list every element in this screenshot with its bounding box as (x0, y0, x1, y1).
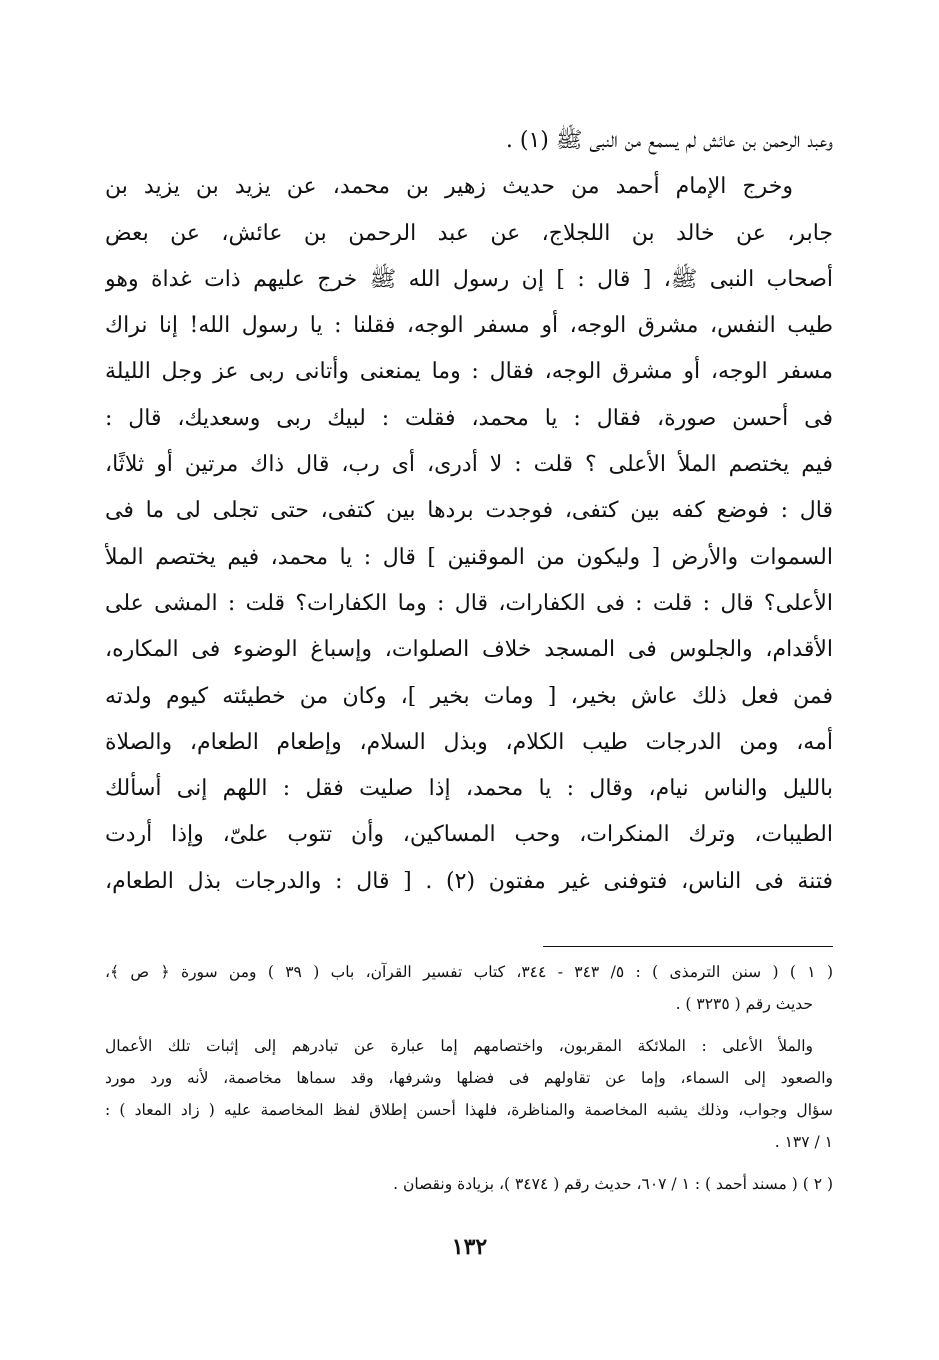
body-line: فى أحسن صورة، فقال : يا محمد، فقلت : لبيك ربى وسعديك، قال : (105, 405, 833, 431)
body-line: الطيبات، وترك المنكرات، وحب المساكين، وأن تتوب علىّ، وإذا أردت (105, 822, 833, 848)
footnote-line: والصعود إلى السماء، وإما عن تقاولهم فى فضلها وشرفها، وقد سماها مخاصمة، لأنه ورد مورد (105, 1069, 833, 1087)
body-line: أصحاب النبى ﷺ، [ قال : ] إن رسول الله ﷺ خرج عليهم ذات غداة وهو (105, 266, 833, 292)
footnote-1 (105, 956, 833, 1020)
body-line: وعبد الرحمن بن عائش لم يسمع من النبى ﷺ (١) . (505, 128, 833, 153)
body-line: فمن فعل ذلك عاش بخير، [ ومات بخير ]، وكان من خطيئته كيوم ولدته (105, 683, 833, 709)
body-line: وخرج الإمام أحمد من حديث زهير بن محمد، عن يزيد بن يزيد بن (105, 174, 793, 200)
footnote-line: والملأ الأعلى : الملائكة المقربون، واختصامهم إما عبارة عن تبادرهم إلى إثبات تلك الأعمال (105, 1037, 813, 1055)
body-line: أمه، ومن الدرجات طيب الكلام، وبذل السلام، وإطعام الطعام، والصلاة (105, 729, 833, 755)
body-line: فتنة فى الناس، فتوفنى غير مفتون (٢) . [ قال : والدرجات بذل الطعام، (105, 868, 833, 894)
body-line: فيم يختصم الملأ الأعلى ؟ قلت : لا أدرى، أى رب، قال ذاك مرتين أو ثلاثًا، (105, 452, 833, 478)
body-line: جابر، عن خالد بن اللجلاج، عن عبد الرحمن بن عائش، عن بعض (105, 220, 833, 246)
footnotes (105, 956, 833, 1200)
body-text (105, 118, 833, 905)
footnote-line: سؤال وجواب، وذلك يشبه المخاصمة والمناظرة، فلهذا أحسن إطلاق لفظ المخاصمة عليه ( زاد المعاد ) : (105, 1101, 833, 1119)
footnote-line: حديث رقم ( ٣٢٣٥ ) . (675, 995, 813, 1013)
body-line: الأعلى؟ قال : قلت : فى الكفارات، قال : وما الكفارات؟ قلت : المشى على (105, 590, 833, 616)
footnote-1-commentary (105, 1030, 833, 1158)
footnote-line: ( ٢ ) ( مسند أحمد ) : ١ / ٦٠٧، حديث رقم ( ٣٤٧٤ )، بزيادة ونقصان . (393, 1175, 833, 1193)
footnote-line: ١ / ١٣٧ . (774, 1133, 833, 1151)
footnote-2 (105, 1168, 833, 1200)
body-line: مسفر الوجه، أو مشرق الوجه، فقال : وما يمنعنى وأتانى ربى عز وجل الليلة (105, 359, 833, 385)
footnote-divider (543, 946, 833, 947)
body-line: طيب النفس، مشرق الوجه، أو مسفر الوجه، فقلنا : يا رسول الله! إنا نراك (105, 313, 833, 339)
page-number: ١٣٢ (451, 1234, 488, 1260)
body-line: السموات والأرض [ وليكون من الموقنين ] قال : يا محمد، فيم يختصم الملأ (105, 544, 833, 570)
footnote-line: ( ١ ) ( سنن الترمذى ) : ٥/ ٣٤٣ - ٣٤٤، كتاب تفسير القرآن، باب ( ٣٩ ) ومن سورة ﴿ ص ﴾، (105, 963, 833, 981)
body-line: الأقدام، والجلوس فى المسجد خلاف الصلوات، وإسباغ الوضوء فى المكاره، (105, 637, 833, 663)
body-line: بالليل والناس نيام، وقال : يا محمد، إذا صليت فقل : اللهم إنى أسألك (105, 776, 833, 802)
body-line: قال : فوضع كفه بين كتفى، فوجدت بردها بين كتفى، حتى تجلى لى ما فى (105, 498, 833, 524)
